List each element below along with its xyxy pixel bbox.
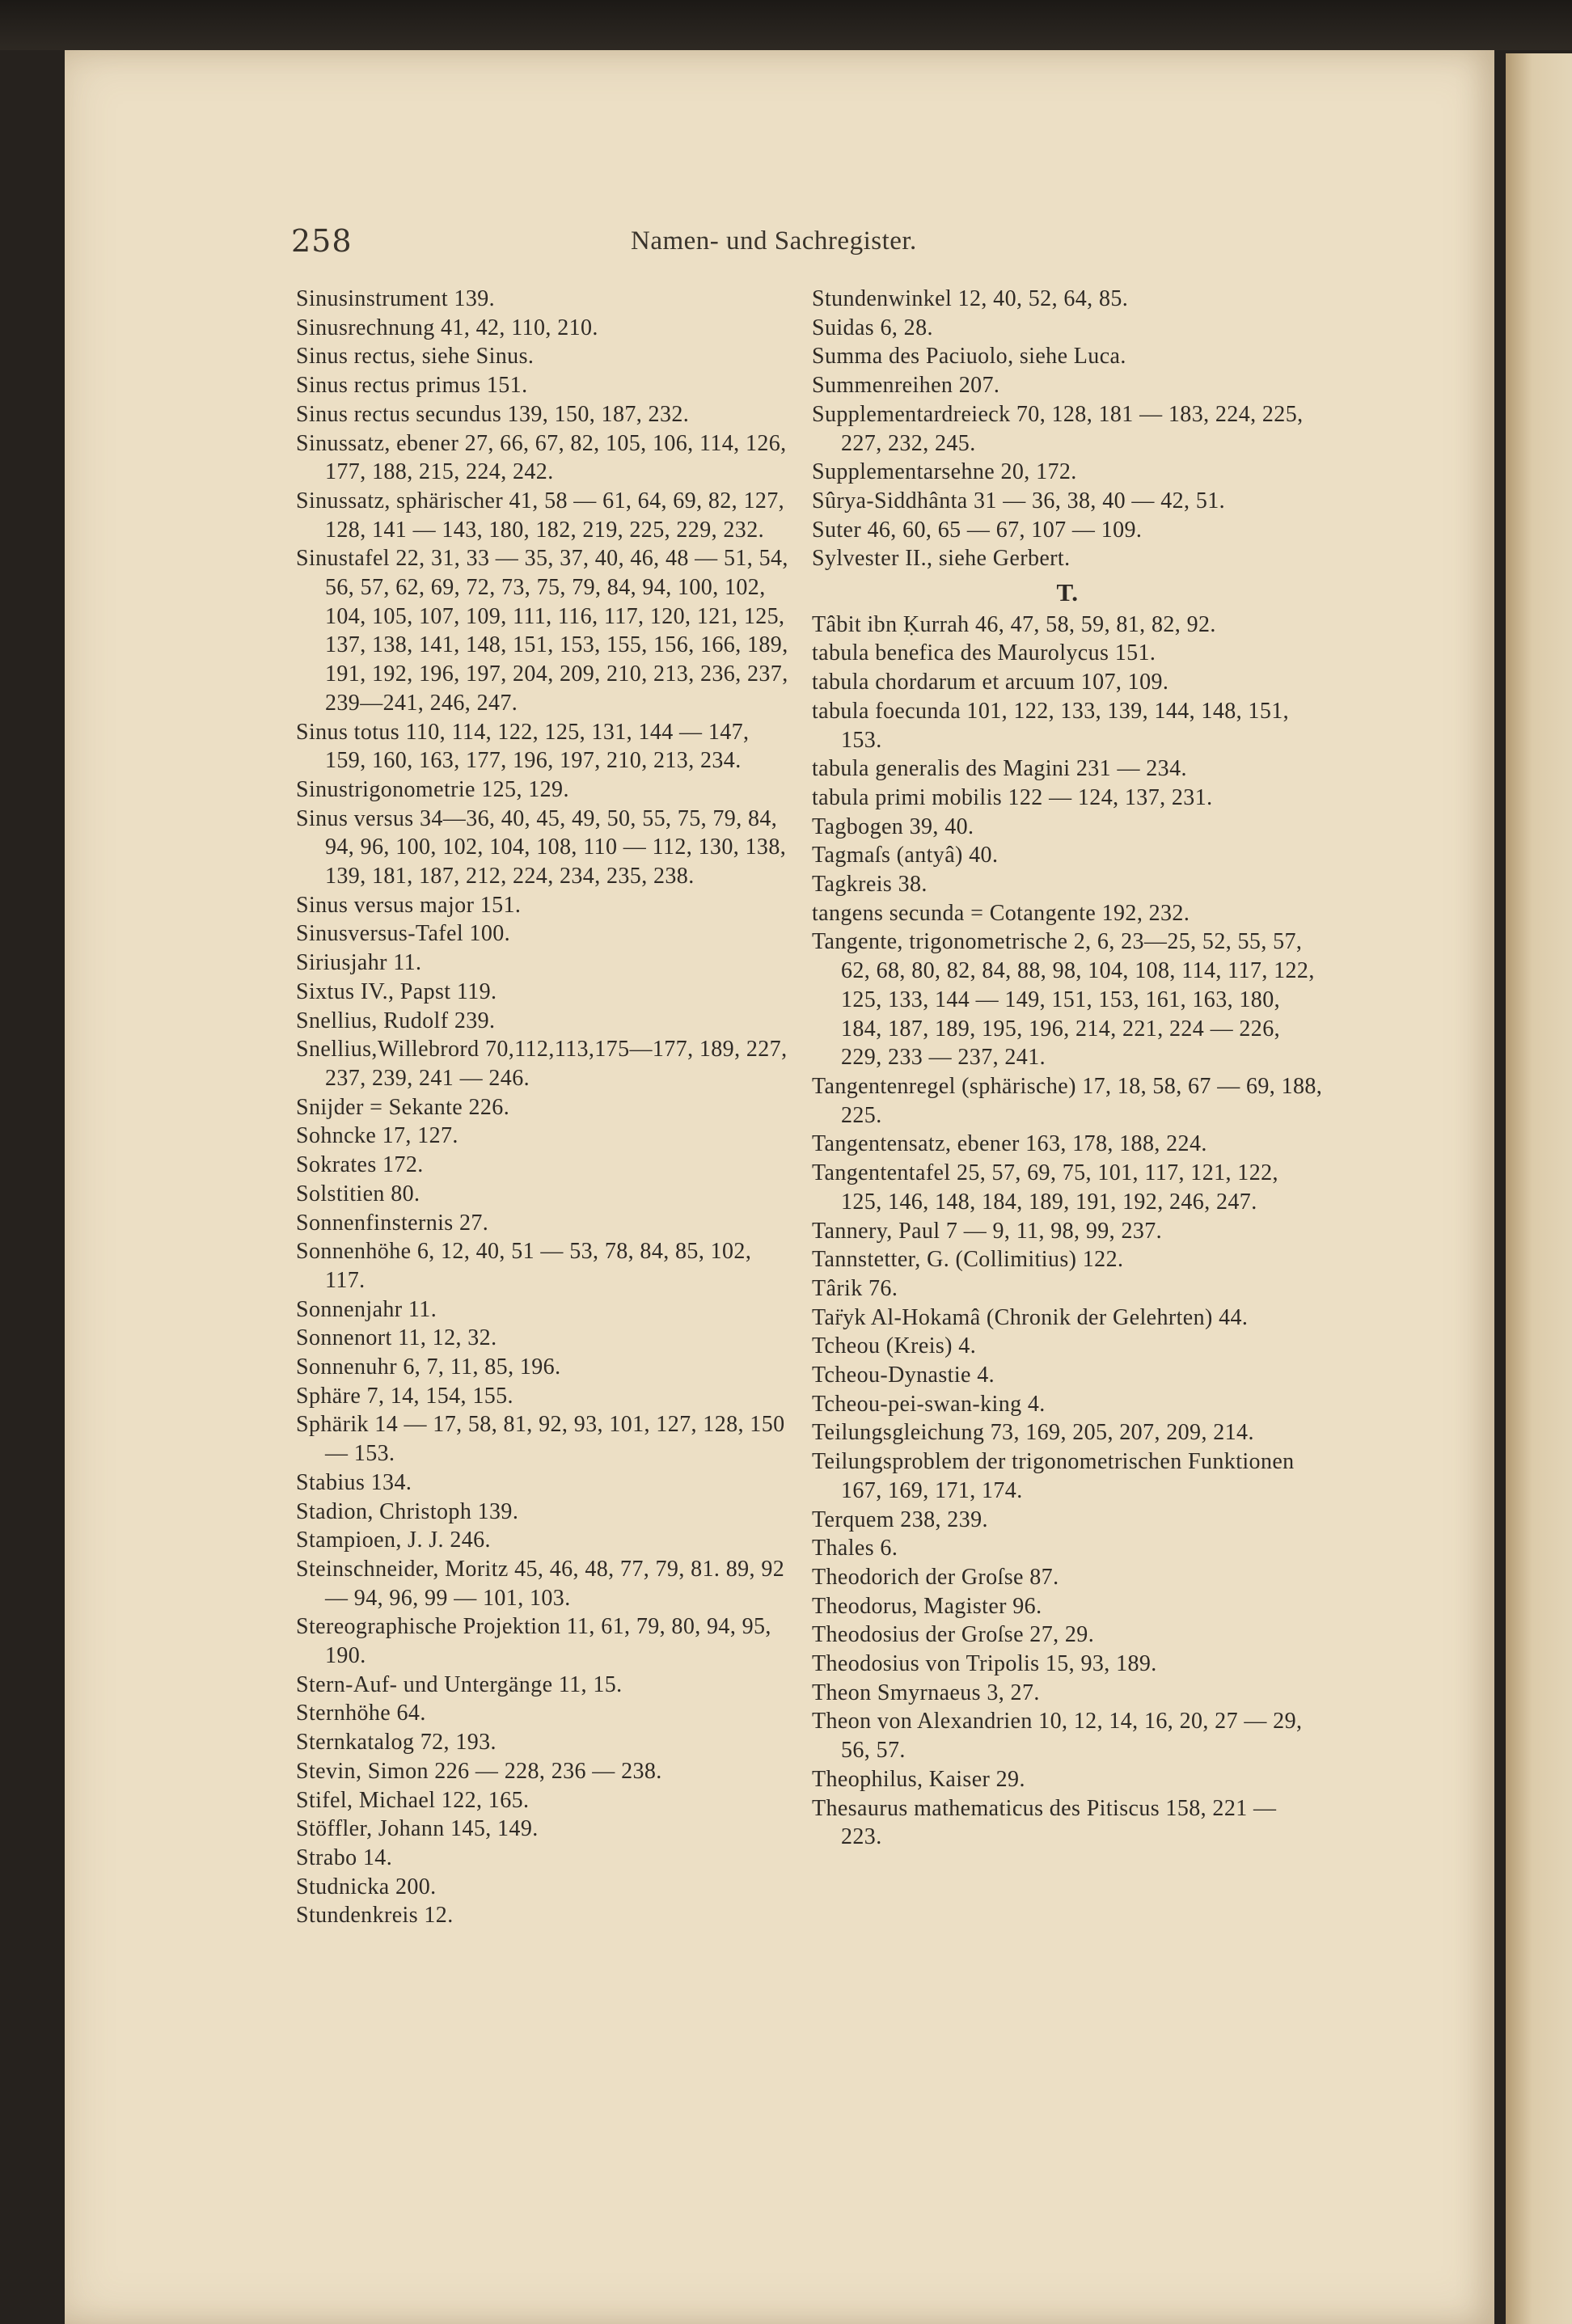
index-entry: Teilungsgleichung 73, 169, 205, 207, 209, 214. xyxy=(812,1420,1254,1446)
index-entry: Sternhöhe 64. xyxy=(296,1701,426,1726)
index-entry: Sixtus IV., Papst 119. xyxy=(296,978,497,1004)
index-entry: Stundenkreis 12. xyxy=(296,1903,454,1929)
index-entry: Snellius, Rudolf 239. xyxy=(296,1008,496,1033)
index-entry: Solstitien 80. xyxy=(296,1181,420,1206)
index-entry: Snijder = Sekante 226. xyxy=(296,1094,510,1120)
index-entry: tabula generalis des Magini 231 — 234. xyxy=(812,756,1187,782)
index-entry: Sonnenort 11, 12, 32. xyxy=(296,1325,497,1351)
index-entry: Stadion, Christoph 139. xyxy=(296,1498,519,1524)
index-entry: Summenreihen 207. xyxy=(812,373,1000,399)
index-entry: Snellius,Willebrord 70,112,113,175—177, 189, 227, 237, 239, 241 — 246. xyxy=(296,1037,788,1091)
index-entry: Tcheou (Kreis) 4. xyxy=(812,1333,977,1359)
page-number: 258 xyxy=(291,223,353,259)
index-entry: Sonnenhöhe 6, 12, 40, 51 — 53, 78, 84, 85, 102, 117. xyxy=(296,1239,752,1293)
index-entry: Supplementarsehne 20, 172. xyxy=(812,459,1077,485)
index-entry: Sphärik 14 — 17, 58, 81, 92, 93, 101, 127, 128, 150 — 153. xyxy=(296,1412,785,1467)
index-entry: Tâbit ibn Ḳurrah 46, 47, 58, 59, 81, 82, 92. xyxy=(812,611,1216,637)
index-entry: Tangententafel 25, 57, 69, 75, 101, 117, 121, 122, 125, 146, 148, 184, 189, 191, 192, 246, 247. xyxy=(812,1160,1278,1215)
index-entry: Sinustrigonometrie 125, 129. xyxy=(296,776,569,802)
index-entry: Steinschneider, Moritz 45, 46, 48, 77, 79, 81. 89, 92 — 94, 96, 99 — 101, 103. xyxy=(296,1556,785,1611)
running-head xyxy=(291,223,1286,262)
index-entry: Studnicka 200. xyxy=(296,1874,437,1899)
index-entry: Theon von Alexandrien 10, 12, 14, 16, 20, 27 — 29, 56, 57. xyxy=(812,1709,1303,1764)
index-entry: Tcheou-Dynastie 4. xyxy=(812,1363,995,1388)
index-entry: Sinustafel 22, 31, 33 — 35, 37, 40, 46, 48 — 51, 54, 56, 57, 62, 69, 72, 73, 75, 79, 84, 94, 100, 102, 104, 105, 107, 109, 111, 116, 117, 120, 121, 125, 137, 138, 141, 148, 151, 153, 155, 156, 166, 189, 191, 192, 196, 197, 204, 209, 210, 213, 236, 237, 239—241, 246, 247. xyxy=(296,546,788,716)
index-column-right xyxy=(812,285,1323,1852)
index-entry: Theodosius der Groſse 27, 29. xyxy=(812,1622,1095,1648)
index-entry: Stundenwinkel 12, 40, 52, 64, 85. xyxy=(812,286,1129,311)
index-entry: Tagbogen 39, 40. xyxy=(812,813,974,839)
index-entry: Sinus rectus secundus 139, 150, 187, 232. xyxy=(296,401,690,427)
index-entry: tabula chordarum et arcuum 107, 109. xyxy=(812,670,1169,695)
index-entry: Sinus rectus primus 151. xyxy=(296,373,528,399)
index-entry: Stifel, Michael 122, 165. xyxy=(296,1787,530,1813)
index-entry: Theodosius von Tripolis 15, 93, 189. xyxy=(812,1651,1157,1677)
index-entry: tabula primi mobilis 122 — 124, 137, 231. xyxy=(812,784,1213,810)
index-entry: Sternkatalog 72, 193. xyxy=(296,1730,497,1756)
index-entry: Stabius 134. xyxy=(296,1469,412,1495)
index-entry: tabula benefica des Maurolycus 151. xyxy=(812,640,1156,666)
page-header-title: Namen- und Sachregister. xyxy=(631,226,917,256)
index-entry: Stereographische Projektion 11, 61, 79, 80, 94, 95, 190. xyxy=(296,1614,771,1669)
index-entry: Thesaurus mathematicus des Pitiscus 158, 221 — 223. xyxy=(812,1795,1277,1850)
index-entry: Sinusversus-Tafel 100. xyxy=(296,921,511,947)
index-entry: Sinusrechnung 41, 42, 110, 210. xyxy=(296,315,598,340)
index-entry: Tagmaſs (antyâ) 40. xyxy=(812,843,999,868)
index-entry: Tangente, trigonometrische 2, 6, 23—25, 52, 55, 57, 62, 68, 80, 82, 84, 88, 98, 104, 108, 114, 117, 122, 125, 133, 144 — 149, 151, 153, 161, 163, 180, 184, 187, 189, 195, 196, 214, 221, 224 — 226, 229, 233 — 237, 241. xyxy=(812,929,1315,1071)
index-entry: Sohncke 17, 127. xyxy=(296,1123,458,1149)
index-entry: Sonnenjahr 11. xyxy=(296,1296,437,1322)
index-entry: Theodorich der Groſse 87. xyxy=(812,1564,1059,1590)
index-entry: Tannstetter, G. (Collimitius) 122. xyxy=(812,1247,1124,1273)
index-entry: Sinusinstrument 139. xyxy=(296,286,496,311)
index-entry: Sphäre 7, 14, 154, 155. xyxy=(296,1383,513,1409)
index-entry: Tangentensatz, ebener 163, 178, 188, 224. xyxy=(812,1131,1207,1157)
index-entry: tangens secunda = Cotangente 192, 232. xyxy=(812,900,1190,926)
index-entry: Siriusjahr 11. xyxy=(296,950,422,976)
index-entry: Tannery, Paul 7 — 9, 11, 98, 99, 237. xyxy=(812,1218,1163,1244)
index-entry: Theon Smyrnaeus 3, 27. xyxy=(812,1680,1040,1705)
index-entry: Suidas 6, 28. xyxy=(812,315,933,340)
adjacent-page-edge xyxy=(1506,53,1572,2324)
index-entry: Sinussatz, ebener 27, 66, 67, 82, 105, 106, 114, 126, 177, 188, 215, 224, 242. xyxy=(296,430,787,485)
index-entries-t xyxy=(812,611,1323,1852)
index-entries-s xyxy=(812,285,1323,573)
index-entry: Strabo 14. xyxy=(296,1844,393,1870)
index-entry: Stampioen, J. J. 246. xyxy=(296,1528,491,1553)
index-entry: Sûrya-Siddhânta 31 — 36, 38, 40 — 42, 51. xyxy=(812,488,1226,513)
index-entry: Theodorus, Magister 96. xyxy=(812,1593,1042,1619)
index-entry: Stöffler, Johann 145, 149. xyxy=(296,1816,539,1842)
index-entry: Supplementardreieck 70, 128, 181 — 183, 224, 225, 227, 232, 245. xyxy=(812,401,1304,456)
index-entry: Theophilus, Kaiser 29. xyxy=(812,1766,1025,1792)
index-entry: Sinus versus 34—36, 40, 45, 49, 50, 55, 75, 79, 84, 94, 96, 100, 102, 104, 108, 110 — 112, 130, 138, 139, 181, 187, 212, 224, 234, 235, 238. xyxy=(296,805,787,889)
index-entry: Tcheou-pei-swan-king 4. xyxy=(812,1391,1046,1417)
index-entry: Sinus rectus, siehe Sinus. xyxy=(296,344,535,370)
index-entry: Sinussatz, sphärischer 41, 58 — 61, 64, 69, 82, 127, 128, 141 — 143, 180, 182, 219, 225, 229, 232. xyxy=(296,488,785,543)
index-entry: Terquem 238, 239. xyxy=(812,1506,988,1532)
scan-background xyxy=(0,0,1572,50)
index-entry: Stern-Auf- und Untergänge 11, 15. xyxy=(296,1671,623,1697)
index-entry: tabula foecunda 101, 122, 133, 139, 144, 148, 151, 153. xyxy=(812,698,1290,753)
index-entry: Suter 46, 60, 65 — 67, 107 — 109. xyxy=(812,517,1143,543)
index-entry: Târik 76. xyxy=(812,1275,898,1301)
index-entry: Sonnenuhr 6, 7, 11, 85, 196. xyxy=(296,1354,561,1380)
index-entry: Sinus versus major 151. xyxy=(296,892,522,918)
index-entry: Sokrates 172. xyxy=(296,1152,424,1178)
index-entry: Summa des Paciuolo, siehe Luca. xyxy=(812,344,1126,370)
index-entry: Teilungsproblem der trigonometrischen Funktionen 167, 169, 171, 174. xyxy=(812,1449,1295,1503)
index-entry: Stevin, Simon 226 — 228, 236 — 238. xyxy=(296,1758,662,1784)
section-letter: T. xyxy=(1056,578,1079,607)
index-entry: Tagkreis 38. xyxy=(812,872,928,898)
index-entry: Tangentenregel (sphärische) 17, 18, 58, 67 — 69, 188, 225. xyxy=(812,1073,1323,1128)
index-entry: Sinus totus 110, 114, 122, 125, 131, 144 — 147, 159, 160, 163, 177, 196, 197, 210, 213, 234. xyxy=(296,719,750,774)
index-column-left xyxy=(296,285,791,1930)
index-entry: Sonnenfinsternis 27. xyxy=(296,1210,489,1236)
index-entry: Sylvester II., siehe Gerbert. xyxy=(812,546,1071,572)
index-entry: Thales 6. xyxy=(812,1536,898,1561)
index-entry: Tar̈yk Al-Hokamâ (Chronik der Gelehrten) 44. xyxy=(812,1304,1249,1330)
